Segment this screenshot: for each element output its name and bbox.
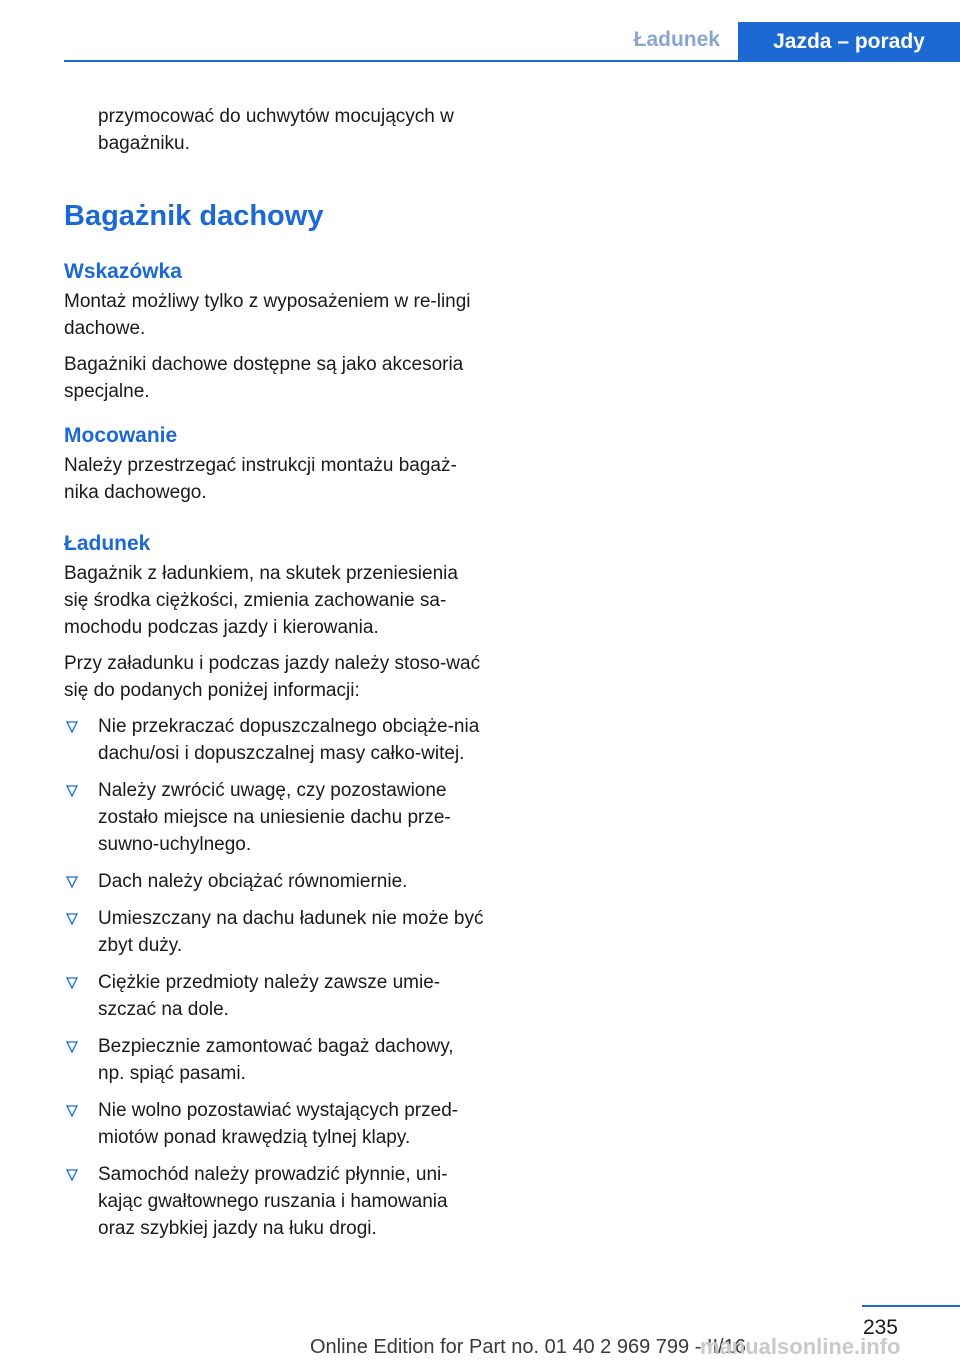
list-item — [64, 1097, 484, 1151]
list-item — [64, 1161, 484, 1242]
triangle-bullet-icon — [66, 1041, 78, 1053]
footer-rule — [862, 1305, 960, 1307]
list-item-text: Należy zwrócić uwagę, czy pozostawione zostało miejsce na uniesienie dachu prze-suwno-uchylnego. — [98, 780, 451, 855]
list-item — [64, 1033, 484, 1087]
triangle-bullet-icon — [66, 876, 78, 888]
list-item-text: Ciężkie przedmioty należy zawsze umie-szczać na dole. — [98, 972, 441, 1020]
triangle-bullet-icon — [66, 1105, 78, 1117]
list-item — [64, 905, 484, 959]
note-section — [64, 258, 484, 405]
note-heading: Wskazówka — [64, 260, 182, 283]
load-section — [64, 530, 484, 1252]
list-item-text: Nie przekraczać dopuszczalnego obciąże-nia dachu/osi i dopuszczalnej masy całko-witej. — [98, 716, 480, 764]
mounting-paragraph: Należy przestrzegać instrukcji montażu bagaż-nika dachowego. — [64, 455, 457, 503]
load-bullet-list — [64, 713, 484, 1242]
list-item-text: Nie wolno pozostawiać wystających przed-miotów ponad krawędzią tylnej klapy. — [98, 1100, 459, 1148]
list-item — [64, 713, 484, 767]
list-item-text: Umieszczany na dachu ładunek nie może być zbyt duży. — [98, 908, 484, 956]
note-paragraph-1: Montaż możliwy tylko z wyposażeniem w re-lingi dachowe. — [64, 291, 471, 339]
watermark: manualsonline.info — [700, 1334, 901, 1359]
note-paragraph-2: Bagażniki dachowe dostępne są jako akcesoria specjalne. — [64, 354, 464, 402]
list-item — [64, 969, 484, 1023]
edition-line: Online Edition for Part no. 01 40 2 969 799 - II/16 — [310, 1336, 746, 1358]
triangle-bullet-icon — [66, 721, 78, 733]
list-item-text: Bezpiecznie zamontować bagaż dachowy, np. spiąć pasami. — [98, 1036, 454, 1084]
load-heading: Ładunek — [64, 532, 151, 555]
mounting-section — [64, 422, 484, 506]
load-paragraph-2: Przy załadunku i podczas jazdy należy stoso-wać się do podanych poniżej informacji: — [64, 653, 481, 701]
continuation-text: przymocować do uchwytów mocujących w bagażniku. — [98, 106, 454, 154]
header-chapter-label: Jazda – porady — [773, 30, 925, 53]
page-title: Bagażnik dachowy — [64, 200, 324, 232]
list-item-text: Samochód należy prowadzić płynnie, uni-kając gwałtownego ruszania i hamowania oraz szybkiej jazdy na łuku drogi. — [98, 1164, 448, 1239]
header-section-label: Ładunek — [633, 28, 720, 51]
list-item — [64, 868, 484, 895]
page-number: 235 — [862, 1316, 898, 1339]
triangle-bullet-icon — [66, 785, 78, 797]
triangle-bullet-icon — [66, 1169, 78, 1181]
triangle-bullet-icon — [66, 913, 78, 925]
list-item-text: Dach należy obciążać równomiernie. — [98, 871, 408, 892]
load-paragraph-1: Bagażnik z ładunkiem, na skutek przeniesienia się środka ciężkości, zmienia zachowanie sa-mochodu podczas jazdy i kierowania. — [64, 563, 458, 638]
list-item — [64, 777, 484, 858]
mounting-heading: Mocowanie — [64, 424, 178, 447]
triangle-bullet-icon — [66, 977, 78, 989]
header-chapter-tab — [738, 22, 960, 62]
